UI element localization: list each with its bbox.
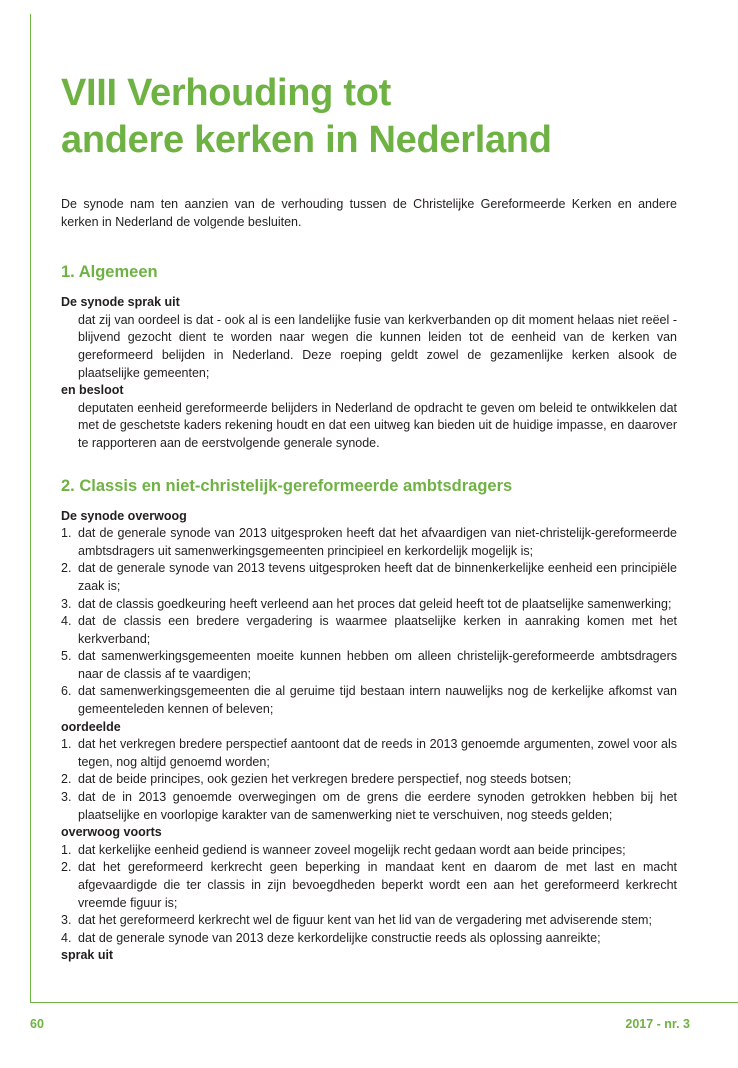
section-1-heading: 1. Algemeen (61, 263, 158, 282)
list-item-number: 1. (61, 526, 72, 541)
section-2-heading: 2. Classis en niet-christelijk-gereformeerde ambtsdragers (61, 476, 513, 495)
list-item (61, 912, 677, 930)
list-item (61, 560, 677, 595)
list-item (61, 771, 677, 789)
title-line-1: VIII Verhouding tot (61, 72, 391, 114)
list-item (61, 736, 677, 771)
left-margin-rule (30, 14, 31, 1002)
list-item (61, 930, 677, 948)
list-item-text: dat samenwerkingsgemeenten moeite kunnen hebben om alleen christelijk-gereformeerde ambtsdragers naar de classis af te vaardigen; (78, 649, 677, 681)
section-1-label-besloot: en besloot (61, 383, 124, 398)
list-item-number: 1. (61, 737, 72, 752)
list-item (61, 596, 677, 614)
list-item (61, 859, 677, 912)
intro-paragraph: De synode nam ten aanzien van de verhouding tussen de Christelijke Gereformeerde Kerken en andere kerken in Nederland de volgende besluiten. (61, 197, 677, 229)
list-item-number: 6. (61, 684, 72, 699)
list-item-number: 1. (61, 842, 72, 857)
page-title (61, 70, 552, 164)
list-item-text: dat kerkelijke eenheid gediend is wanneer zoveel mogelijk recht gedaan wordt aan beide principes; (78, 842, 626, 857)
section-2-label-oordeelde: oordeelde (61, 719, 121, 734)
page-number: 60 (30, 1017, 44, 1031)
list-item-text: dat de generale synode van 2013 uitgesproken heeft dat het afvaardigen van niet-christelijk-gereformeerde ambtsdragers uit samenwerkingsgemeenten principieel en kerkordelijk mogelijk is; (78, 526, 677, 558)
list-item (61, 648, 677, 683)
list-item-text: dat de in 2013 genoemde overwegingen om de grens die eerdere synoden getrokken hebben bij het plaatselijke en voorlopige karakter van de samenwerking niet te verschuiven, nog steeds gelden; (78, 790, 677, 822)
list-item-text: dat de classis goedkeuring heeft verleend aan het proces dat geleid heeft tot de plaatselijke samenwerking; (78, 596, 672, 611)
list-item-text: dat de classis een bredere vergadering is waarmee plaatselijke kerken in aanraking komen met het kerkverband; (78, 614, 677, 646)
list-item-text: dat het gereformeerd kerkrecht geen beperking in mandaat kent en daarom de met last en macht afgevaardigde die ter classis in zijn bevoegdheden beperkt wordt een aan het gereformeerd kerkrecht vreemde figuur is; (78, 860, 677, 910)
list-item-number: 4. (61, 930, 72, 945)
oordeelde-list (61, 736, 677, 824)
list-item-number: 3. (61, 790, 72, 805)
list-item-text: dat de beide principes, ook gezien het verkregen bredere perspectief, nog steeds botsen; (78, 772, 572, 787)
section-1-text-1: dat zij van oordeel is dat - ook al is een landelijke fusie van kerkverbanden op dit moment helaas niet reëel - blijvend gezocht dient te worden naar wegen die kunnen leiden tot de eenheid van de kerken van gereformeerd belijden in Nederland. Deze roeping geldt zowel de gezamenlijke kerken alsook de plaatselijke gemeenten; (78, 312, 677, 380)
list-item-number: 2. (61, 561, 72, 576)
list-item-text: dat samenwerkingsgemeenten die al geruime tijd bestaan intern nauwelijks nog de kerkelijke afkomst van gemeenteleden kennen of beleven; (78, 684, 677, 717)
list-item (61, 613, 677, 648)
section-1-label-sprak-uit: De synode sprak uit (61, 295, 180, 310)
list-item-text: dat de generale synode van 2013 tevens uitgesproken heeft dat de binnenkerkelijke eenheid een principiële zaak is; (78, 561, 677, 593)
list-item-number: 3. (61, 913, 72, 928)
article-body (61, 196, 677, 965)
voorts-list (61, 842, 677, 948)
list-item-text: dat de generale synode van 2013 deze kerkordelijke constructie reeds als oplossing aanreikte; (78, 930, 601, 945)
list-item-number: 3. (61, 596, 72, 611)
section-2-label-overwoog: De synode overwoog (61, 508, 187, 523)
list-item (61, 789, 677, 824)
list-item-number: 2. (61, 860, 72, 875)
list-item (61, 683, 677, 718)
list-item (61, 842, 677, 860)
list-item-number: 5. (61, 649, 72, 664)
title-line-2: andere kerken in Nederland (61, 119, 552, 161)
overwoog-list (61, 525, 677, 719)
list-item-number: 2. (61, 772, 72, 787)
issue-label: 2017 - nr. 3 (625, 1017, 690, 1031)
section-1-text-2: deputaten eenheid gereformeerde belijders in Nederland de opdracht te geven om beleid te ontwikkelen dat met de geschetste kaders rekening houdt en dat een uitweg kan bieden uit de huidige impasse, en daarover te rapporteren aan de eerstvolgende generale synode. (78, 400, 677, 450)
section-2-label-sprak-uit: sprak uit (61, 948, 114, 963)
list-item-text: dat het gereformeerd kerkrecht wel de figuur kent van het lid van de vergadering met adviserende stem; (78, 913, 652, 928)
list-item-text: dat het verkregen bredere perspectief aantoont dat de reeds in 2013 genoemde argumenten, zowel voor als tegen, nog altijd genoemd worden; (78, 737, 677, 769)
list-item-number: 4. (61, 614, 72, 629)
list-item (61, 525, 677, 560)
bottom-margin-rule (30, 1002, 738, 1003)
section-2-label-voorts: overwoog voorts (61, 825, 162, 840)
